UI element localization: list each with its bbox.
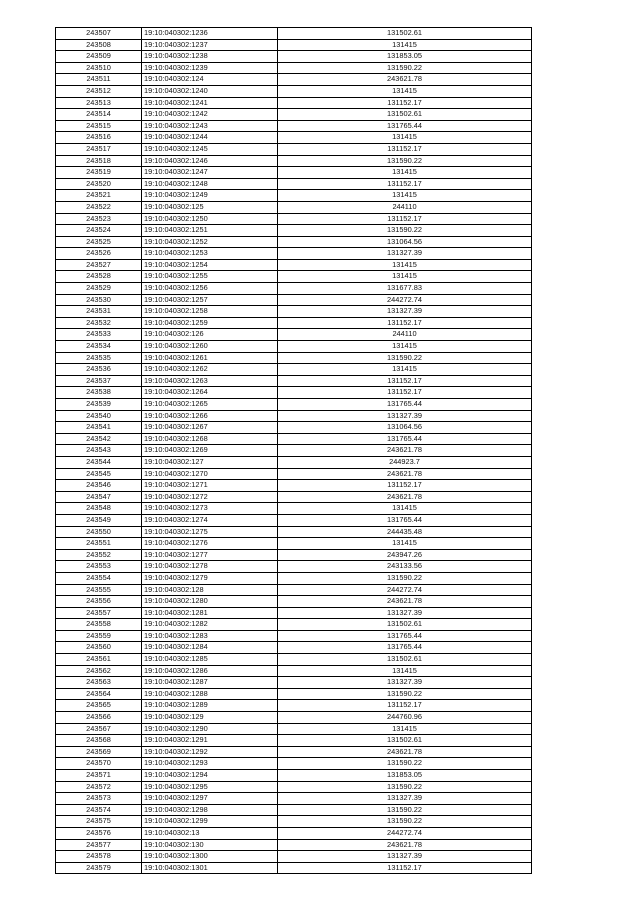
cadastral-number-cell: 19:10:040302:1248	[142, 178, 278, 190]
row-number-cell: 243512	[56, 85, 142, 97]
value-cell: 243621.78	[278, 839, 532, 851]
table-row	[56, 445, 532, 457]
value-cell: 131064.56	[278, 236, 532, 248]
table-row	[56, 329, 532, 341]
cadastral-number-cell: 19:10:040302:1285	[142, 654, 278, 666]
table-row	[56, 410, 532, 422]
value-cell: 131502.61	[278, 735, 532, 747]
cadastral-number-cell: 19:10:040302:1250	[142, 213, 278, 225]
table-row	[56, 190, 532, 202]
value-cell: 131327.39	[278, 851, 532, 863]
value-cell: 131590.22	[278, 572, 532, 584]
row-number-cell: 243543	[56, 445, 142, 457]
row-number-cell: 243511	[56, 74, 142, 86]
table-row	[56, 793, 532, 805]
row-number-cell: 243521	[56, 190, 142, 202]
table-row	[56, 39, 532, 51]
cadastral-number-cell: 19:10:040302:1288	[142, 688, 278, 700]
cadastral-number-cell: 19:10:040302:1245	[142, 143, 278, 155]
row-number-cell: 243577	[56, 839, 142, 851]
cadastral-number-cell: 19:10:040302:1286	[142, 665, 278, 677]
cadastral-number-cell: 19:10:040302:1290	[142, 723, 278, 735]
cadastral-number-cell: 19:10:040302:1292	[142, 746, 278, 758]
value-cell: 131327.39	[278, 248, 532, 260]
table-row	[56, 62, 532, 74]
row-number-cell: 243578	[56, 851, 142, 863]
table-row	[56, 352, 532, 364]
table-row	[56, 178, 532, 190]
cadastral-number-cell: 19:10:040302:1271	[142, 480, 278, 492]
value-cell: 244272.74	[278, 294, 532, 306]
table-row	[56, 584, 532, 596]
value-cell: 131415	[278, 364, 532, 376]
table-row	[56, 561, 532, 573]
table-row	[56, 642, 532, 654]
cadastral-number-cell: 19:10:040302:1249	[142, 190, 278, 202]
table-row	[56, 700, 532, 712]
value-cell: 131590.22	[278, 688, 532, 700]
row-number-cell: 243554	[56, 572, 142, 584]
table-row	[56, 862, 532, 874]
row-number-cell: 243525	[56, 236, 142, 248]
cadastral-number-cell: 19:10:040302:13	[142, 827, 278, 839]
value-cell: 131502.61	[278, 654, 532, 666]
cadastral-number-cell: 19:10:040302:1258	[142, 306, 278, 318]
value-cell: 244760.96	[278, 712, 532, 724]
cadastral-number-cell: 19:10:040302:1260	[142, 341, 278, 353]
row-number-cell: 243550	[56, 526, 142, 538]
value-cell: 131064.56	[278, 422, 532, 434]
row-number-cell: 243579	[56, 862, 142, 874]
table-row	[56, 283, 532, 295]
row-number-cell: 243529	[56, 283, 142, 295]
value-cell: 131415	[278, 39, 532, 51]
value-cell: 131765.44	[278, 399, 532, 411]
cadastral-number-cell: 19:10:040302:1265	[142, 399, 278, 411]
table-row	[56, 781, 532, 793]
value-cell: 131415	[278, 190, 532, 202]
cadastral-number-cell: 19:10:040302:1269	[142, 445, 278, 457]
value-cell: 131765.44	[278, 642, 532, 654]
cadastral-number-cell: 19:10:040302:1267	[142, 422, 278, 434]
row-number-cell: 243530	[56, 294, 142, 306]
cadastral-number-cell: 19:10:040302:1251	[142, 225, 278, 237]
value-cell: 131590.22	[278, 225, 532, 237]
table-row	[56, 294, 532, 306]
value-cell: 131152.17	[278, 480, 532, 492]
table-row	[56, 572, 532, 584]
row-number-cell: 243509	[56, 51, 142, 63]
value-cell: 243621.78	[278, 445, 532, 457]
table-row	[56, 514, 532, 526]
data-table	[55, 27, 532, 874]
row-number-cell: 243541	[56, 422, 142, 434]
table-row	[56, 607, 532, 619]
cadastral-number-cell: 19:10:040302:1244	[142, 132, 278, 144]
value-cell: 131327.39	[278, 410, 532, 422]
row-number-cell: 243532	[56, 317, 142, 329]
cadastral-number-cell: 19:10:040302:1297	[142, 793, 278, 805]
row-number-cell: 243567	[56, 723, 142, 735]
cadastral-number-cell: 19:10:040302:1238	[142, 51, 278, 63]
table-row	[56, 654, 532, 666]
row-number-cell: 243515	[56, 120, 142, 132]
table-row	[56, 422, 532, 434]
value-cell: 131152.17	[278, 862, 532, 874]
cadastral-number-cell: 19:10:040302:1237	[142, 39, 278, 51]
value-cell: 131765.44	[278, 120, 532, 132]
row-number-cell: 243560	[56, 642, 142, 654]
row-number-cell: 243566	[56, 712, 142, 724]
cadastral-number-cell: 19:10:040302:1282	[142, 619, 278, 631]
value-cell: 243947.26	[278, 549, 532, 561]
value-cell: 131502.61	[278, 109, 532, 121]
value-cell: 131590.22	[278, 155, 532, 167]
table-row	[56, 364, 532, 376]
cadastral-number-cell: 19:10:040302:1239	[142, 62, 278, 74]
table-row	[56, 213, 532, 225]
value-cell: 243621.78	[278, 596, 532, 608]
value-cell: 131765.44	[278, 630, 532, 642]
row-number-cell: 243527	[56, 259, 142, 271]
cadastral-number-cell: 19:10:040302:1263	[142, 375, 278, 387]
value-cell: 131590.22	[278, 816, 532, 828]
row-number-cell: 243542	[56, 433, 142, 445]
row-number-cell: 243561	[56, 654, 142, 666]
row-number-cell: 243575	[56, 816, 142, 828]
table-row	[56, 155, 532, 167]
table-row	[56, 503, 532, 515]
value-cell: 131415	[278, 167, 532, 179]
row-number-cell: 243513	[56, 97, 142, 109]
value-cell: 131415	[278, 723, 532, 735]
cadastral-number-cell: 19:10:040302:1266	[142, 410, 278, 422]
row-number-cell: 243574	[56, 804, 142, 816]
value-cell: 244435.48	[278, 526, 532, 538]
cadastral-number-cell: 19:10:040302:127	[142, 456, 278, 468]
row-number-cell: 243569	[56, 746, 142, 758]
row-number-cell: 243514	[56, 109, 142, 121]
cadastral-number-cell: 19:10:040302:1256	[142, 283, 278, 295]
value-cell: 131415	[278, 259, 532, 271]
table-row	[56, 236, 532, 248]
cadastral-number-cell: 19:10:040302:1272	[142, 491, 278, 503]
value-cell: 131590.22	[278, 804, 532, 816]
cadastral-number-cell: 19:10:040302:129	[142, 712, 278, 724]
cadastral-number-cell: 19:10:040302:1276	[142, 538, 278, 550]
table-row	[56, 271, 532, 283]
table-row	[56, 97, 532, 109]
row-number-cell: 243544	[56, 456, 142, 468]
table-row	[56, 804, 532, 816]
cadastral-number-cell: 19:10:040302:1289	[142, 700, 278, 712]
row-number-cell: 243518	[56, 155, 142, 167]
row-number-cell: 243551	[56, 538, 142, 550]
row-number-cell: 243508	[56, 39, 142, 51]
row-number-cell: 243537	[56, 375, 142, 387]
table-row	[56, 341, 532, 353]
table-row	[56, 851, 532, 863]
table-row	[56, 596, 532, 608]
row-number-cell: 243555	[56, 584, 142, 596]
row-number-cell: 243535	[56, 352, 142, 364]
table-row	[56, 85, 532, 97]
row-number-cell: 243557	[56, 607, 142, 619]
value-cell: 131590.22	[278, 758, 532, 770]
row-number-cell: 243545	[56, 468, 142, 480]
value-cell: 131590.22	[278, 62, 532, 74]
value-cell: 131677.83	[278, 283, 532, 295]
cadastral-number-cell: 19:10:040302:1299	[142, 816, 278, 828]
row-number-cell: 243547	[56, 491, 142, 503]
cadastral-number-cell: 19:10:040302:1246	[142, 155, 278, 167]
row-number-cell: 243528	[56, 271, 142, 283]
cadastral-number-cell: 19:10:040302:1301	[142, 862, 278, 874]
cadastral-number-cell: 19:10:040302:1294	[142, 770, 278, 782]
table-row	[56, 712, 532, 724]
value-cell: 131853.05	[278, 770, 532, 782]
row-number-cell: 243536	[56, 364, 142, 376]
table-row	[56, 51, 532, 63]
value-cell: 131152.17	[278, 375, 532, 387]
cadastral-number-cell: 19:10:040302:1295	[142, 781, 278, 793]
cadastral-number-cell: 19:10:040302:1236	[142, 28, 278, 40]
row-number-cell: 243517	[56, 143, 142, 155]
table-row	[56, 758, 532, 770]
table-row	[56, 109, 532, 121]
table-row	[56, 677, 532, 689]
value-cell: 131415	[278, 503, 532, 515]
table-row	[56, 433, 532, 445]
table-row	[56, 688, 532, 700]
cadastral-number-cell: 19:10:040302:1284	[142, 642, 278, 654]
value-cell: 131502.61	[278, 28, 532, 40]
row-number-cell: 243538	[56, 387, 142, 399]
cadastral-number-cell: 19:10:040302:1273	[142, 503, 278, 515]
cadastral-number-cell: 19:10:040302:1291	[142, 735, 278, 747]
cadastral-number-cell: 19:10:040302:125	[142, 201, 278, 213]
value-cell: 131415	[278, 341, 532, 353]
row-number-cell: 243533	[56, 329, 142, 341]
value-cell: 131152.17	[278, 387, 532, 399]
row-number-cell: 243523	[56, 213, 142, 225]
value-cell: 131415	[278, 132, 532, 144]
cadastral-number-cell: 19:10:040302:1257	[142, 294, 278, 306]
value-cell: 131327.39	[278, 306, 532, 318]
value-cell: 131152.17	[278, 143, 532, 155]
value-cell: 244272.74	[278, 584, 532, 596]
row-number-cell: 243573	[56, 793, 142, 805]
cadastral-number-cell: 19:10:040302:1275	[142, 526, 278, 538]
row-number-cell: 243548	[56, 503, 142, 515]
cadastral-number-cell: 19:10:040302:1242	[142, 109, 278, 121]
value-cell: 244110	[278, 329, 532, 341]
value-cell: 131590.22	[278, 781, 532, 793]
cadastral-number-cell: 19:10:040302:1283	[142, 630, 278, 642]
cadastral-number-cell: 19:10:040302:128	[142, 584, 278, 596]
row-number-cell: 243553	[56, 561, 142, 573]
cadastral-number-cell: 19:10:040302:1270	[142, 468, 278, 480]
table-row	[56, 225, 532, 237]
table-row	[56, 630, 532, 642]
table-row	[56, 526, 532, 538]
value-cell: 243621.78	[278, 468, 532, 480]
row-number-cell: 243568	[56, 735, 142, 747]
table-row	[56, 259, 532, 271]
value-cell: 131415	[278, 538, 532, 550]
cadastral-number-cell: 19:10:040302:1298	[142, 804, 278, 816]
table-row	[56, 387, 532, 399]
value-cell: 243133.56	[278, 561, 532, 573]
cadastral-number-cell: 19:10:040302:1268	[142, 433, 278, 445]
cadastral-number-cell: 19:10:040302:1277	[142, 549, 278, 561]
cadastral-number-cell: 19:10:040302:1278	[142, 561, 278, 573]
table-row	[56, 468, 532, 480]
cadastral-number-cell: 19:10:040302:1252	[142, 236, 278, 248]
value-cell: 244272.74	[278, 827, 532, 839]
value-cell: 131415	[278, 665, 532, 677]
table-row	[56, 74, 532, 86]
cadastral-number-cell: 19:10:040302:126	[142, 329, 278, 341]
cadastral-number-cell: 19:10:040302:1240	[142, 85, 278, 97]
value-cell: 131415	[278, 271, 532, 283]
table-row	[56, 143, 532, 155]
table-row	[56, 746, 532, 758]
value-cell: 131152.17	[278, 178, 532, 190]
table-row	[56, 735, 532, 747]
cadastral-number-cell: 19:10:040302:1287	[142, 677, 278, 689]
row-number-cell: 243576	[56, 827, 142, 839]
table-row	[56, 132, 532, 144]
row-number-cell: 243546	[56, 480, 142, 492]
row-number-cell: 243562	[56, 665, 142, 677]
cadastral-number-cell: 19:10:040302:1261	[142, 352, 278, 364]
table-row	[56, 480, 532, 492]
table-row	[56, 839, 532, 851]
table-row	[56, 827, 532, 839]
row-number-cell: 243558	[56, 619, 142, 631]
row-number-cell: 243572	[56, 781, 142, 793]
row-number-cell: 243507	[56, 28, 142, 40]
table-row	[56, 28, 532, 40]
value-cell: 131327.39	[278, 793, 532, 805]
cadastral-number-cell: 19:10:040302:1254	[142, 259, 278, 271]
table-row	[56, 167, 532, 179]
table-row	[56, 491, 532, 503]
cadastral-number-cell: 19:10:040302:1293	[142, 758, 278, 770]
cadastral-number-cell: 19:10:040302:1259	[142, 317, 278, 329]
value-cell: 131415	[278, 85, 532, 97]
table-row	[56, 816, 532, 828]
row-number-cell: 243556	[56, 596, 142, 608]
row-number-cell: 243570	[56, 758, 142, 770]
row-number-cell: 243516	[56, 132, 142, 144]
row-number-cell: 243540	[56, 410, 142, 422]
cadastral-number-cell: 19:10:040302:130	[142, 839, 278, 851]
row-number-cell: 243510	[56, 62, 142, 74]
value-cell: 244923.7	[278, 456, 532, 468]
value-cell: 131853.05	[278, 51, 532, 63]
value-cell: 131327.39	[278, 607, 532, 619]
row-number-cell: 243522	[56, 201, 142, 213]
row-number-cell: 243526	[56, 248, 142, 260]
table-row	[56, 120, 532, 132]
cadastral-number-cell: 19:10:040302:1264	[142, 387, 278, 399]
value-cell: 131152.17	[278, 700, 532, 712]
cadastral-number-cell: 19:10:040302:1281	[142, 607, 278, 619]
table-row	[56, 306, 532, 318]
row-number-cell: 243552	[56, 549, 142, 561]
table-row	[56, 619, 532, 631]
table-row	[56, 317, 532, 329]
table-row	[56, 248, 532, 260]
table-row	[56, 456, 532, 468]
cadastral-number-cell: 19:10:040302:1241	[142, 97, 278, 109]
cadastral-number-cell: 19:10:040302:1300	[142, 851, 278, 863]
row-number-cell: 243534	[56, 341, 142, 353]
table-row	[56, 665, 532, 677]
cadastral-number-cell: 19:10:040302:1253	[142, 248, 278, 260]
table-row	[56, 723, 532, 735]
cadastral-number-cell: 19:10:040302:1279	[142, 572, 278, 584]
row-number-cell: 243549	[56, 514, 142, 526]
value-cell: 131152.17	[278, 97, 532, 109]
value-cell: 243621.78	[278, 746, 532, 758]
row-number-cell: 243565	[56, 700, 142, 712]
cadastral-number-cell: 19:10:040302:1255	[142, 271, 278, 283]
row-number-cell: 243519	[56, 167, 142, 179]
value-cell: 131765.44	[278, 433, 532, 445]
value-cell: 131590.22	[278, 352, 532, 364]
table-body	[56, 28, 532, 874]
cadastral-number-cell: 19:10:040302:1243	[142, 120, 278, 132]
value-cell: 131765.44	[278, 514, 532, 526]
cadastral-number-cell: 19:10:040302:1280	[142, 596, 278, 608]
table-row	[56, 399, 532, 411]
row-number-cell: 243571	[56, 770, 142, 782]
row-number-cell: 243539	[56, 399, 142, 411]
value-cell: 131327.39	[278, 677, 532, 689]
table-row	[56, 375, 532, 387]
row-number-cell: 243563	[56, 677, 142, 689]
row-number-cell: 243559	[56, 630, 142, 642]
row-number-cell: 243520	[56, 178, 142, 190]
cadastral-number-cell: 19:10:040302:1262	[142, 364, 278, 376]
value-cell: 243621.78	[278, 74, 532, 86]
row-number-cell: 243524	[56, 225, 142, 237]
table-row	[56, 201, 532, 213]
row-number-cell: 243531	[56, 306, 142, 318]
value-cell: 131152.17	[278, 317, 532, 329]
cadastral-number-cell: 19:10:040302:1247	[142, 167, 278, 179]
value-cell: 131152.17	[278, 213, 532, 225]
table-row	[56, 770, 532, 782]
value-cell: 244110	[278, 201, 532, 213]
table-row	[56, 549, 532, 561]
cadastral-number-cell: 19:10:040302:124	[142, 74, 278, 86]
table-row	[56, 538, 532, 550]
value-cell: 131502.61	[278, 619, 532, 631]
value-cell: 243621.78	[278, 491, 532, 503]
cadastral-number-cell: 19:10:040302:1274	[142, 514, 278, 526]
row-number-cell: 243564	[56, 688, 142, 700]
